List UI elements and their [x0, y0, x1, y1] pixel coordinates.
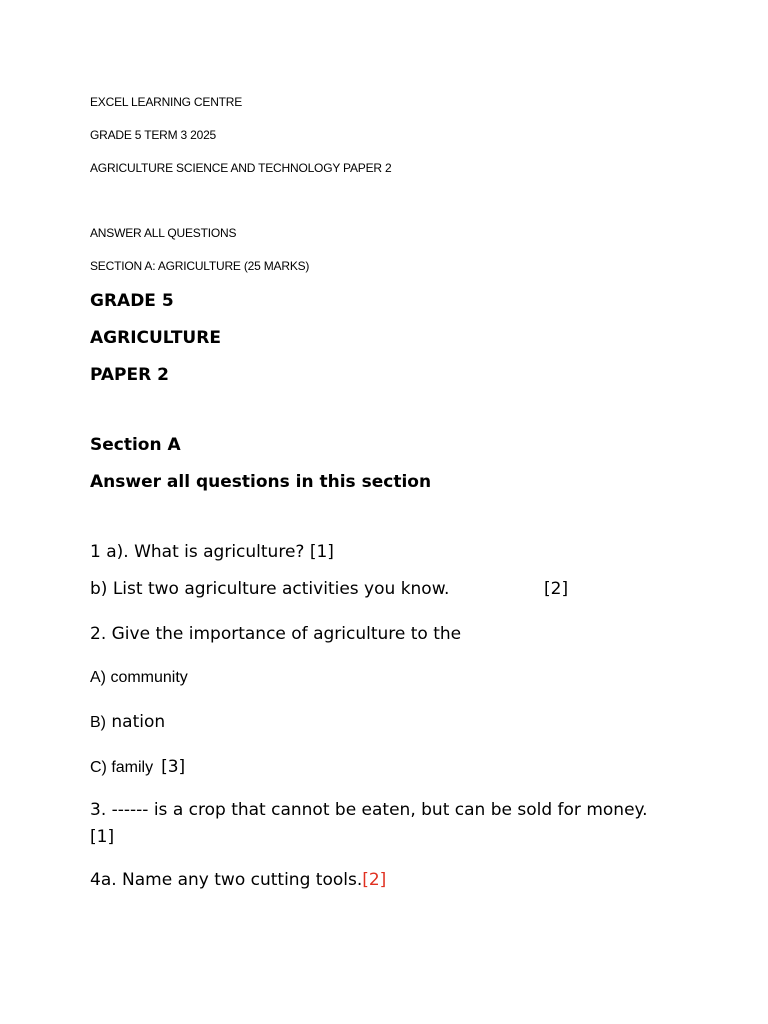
section-title: Section A: [90, 435, 181, 455]
question-2c: [90, 757, 185, 777]
question-4a-text: 4a. Name any two cutting tools.: [90, 870, 363, 890]
question-3-marks: [1]: [90, 827, 115, 847]
question-4a: [90, 870, 386, 890]
general-instruction: ANSWER ALL QUESTIONS: [90, 226, 237, 240]
question-2a: A) community: [90, 669, 188, 686]
school-name: EXCEL LEARNING CENTRE: [90, 95, 243, 109]
question-1b-marks: [2]: [544, 579, 569, 599]
question-2b: [90, 712, 165, 732]
question-1a: 1 a). What is agriculture? [1]: [90, 542, 334, 562]
question-1b: b) List two agriculture activities you know.: [90, 579, 450, 599]
subject-paper: AGRICULTURE SCIENCE AND TECHNOLOGY PAPER 2: [90, 161, 392, 175]
question-2c-marks: [3]: [161, 757, 186, 777]
question-2b-letter: B): [90, 714, 106, 731]
question-4a-marks: [2]: [362, 870, 387, 890]
question-2b-text: nation: [106, 712, 166, 732]
title-paper: PAPER 2: [90, 365, 169, 385]
title-subject: AGRICULTURE: [90, 328, 221, 348]
grade-term: GRADE 5 TERM 3 2025: [90, 128, 217, 142]
section-instruction: Answer all questions in this section: [90, 472, 432, 492]
question-2: 2. Give the importance of agriculture to the: [90, 624, 462, 644]
section-info: SECTION A: AGRICULTURE (25 MARKS): [90, 259, 310, 273]
question-2c-text: C) family: [90, 759, 154, 776]
question-3: 3. ------ is a crop that cannot be eaten, but can be sold for money.: [90, 800, 648, 820]
title-grade: GRADE 5: [90, 291, 174, 311]
